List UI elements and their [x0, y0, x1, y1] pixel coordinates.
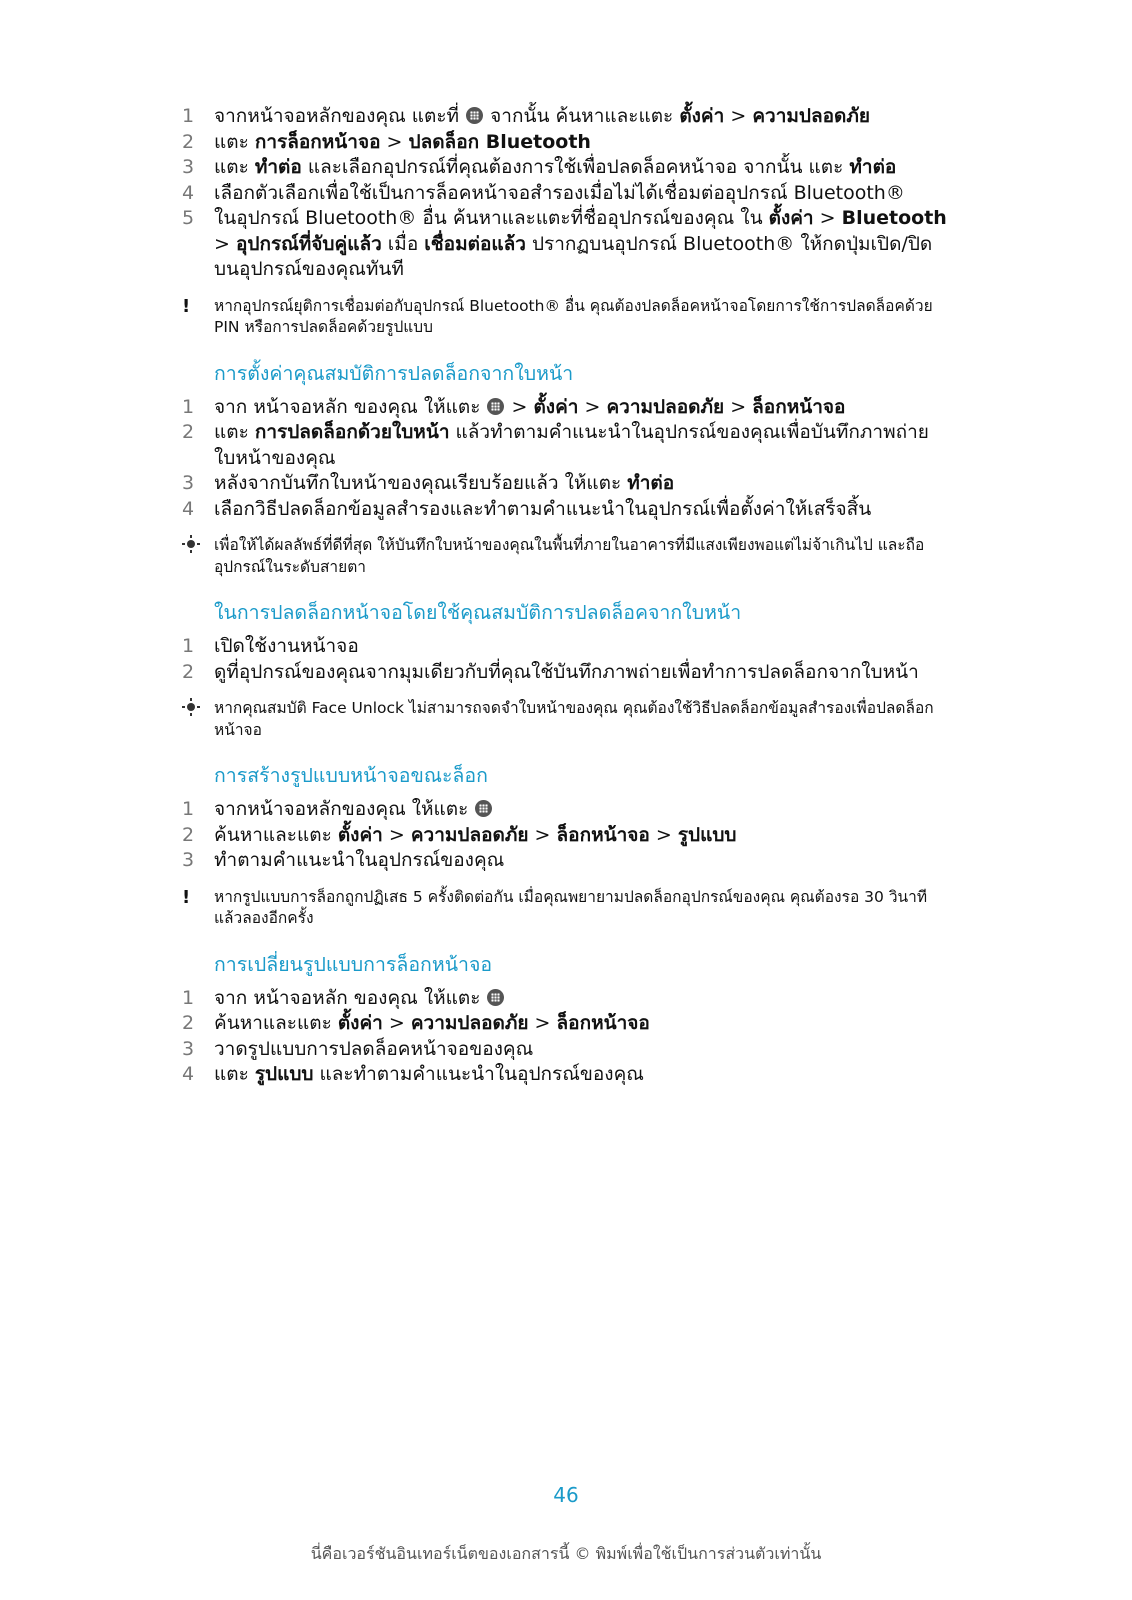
section-change-pattern	[182, 952, 952, 1088]
ui-path-term: ล็อกหน้าจอ	[556, 823, 650, 846]
step-item: 3 หลังจากบันทึกใบหน้าของคุณเรียบร้อยแล้ว ให้แตะ ทำต่อ	[182, 471, 952, 497]
section-heading: การเปลี่ยนรูปแบบการล็อกหน้าจอ	[214, 952, 493, 976]
apps-icon	[487, 398, 504, 415]
section-heading: การสร้างรูปแบบหน้าจอขณะล็อก	[214, 764, 488, 787]
note-text: เพื่อให้ได้ผลลัพธ์ที่ดีที่สุด ให้บันทึกใบหน้าของคุณในพื้นที่ภายในอาคารที่มีแสงเพียงพอแต่ไม่จ้าเกินไป และถืออุปกรณ์ในระดับสายตา	[214, 536, 925, 576]
step-number: 2	[182, 1012, 195, 1034]
step-item: 3 แตะ ทำต่อ และเลือกอุปกรณ์ที่คุณต้องการใช้เพื่อปลดล็อคหน้าจอ จากนั้น แตะ ทำต่อ	[182, 155, 952, 181]
ui-path-term: ล็อกหน้าจอ	[556, 1012, 650, 1034]
step-number: 3	[182, 849, 195, 871]
step-number: 1	[182, 635, 195, 657]
step-item: 2 ดูที่อุปกรณ์ของคุณจากมุมเดียวกับที่คุณใช้บันทึกภาพถ่ายเพื่อทำการปลดล็อกจากใบหน้า	[182, 660, 952, 686]
step-number: 3	[182, 1037, 195, 1060]
step-item: 2 ค้นหาและแตะ ตั้งค่า > ความปลอดภัย > ล็อกหน้าจอ > รูปแบบ	[182, 823, 952, 849]
section-create-pattern	[182, 763, 952, 930]
step-item: 1 เปิดใช้งานหน้าจอ	[182, 634, 952, 660]
step-item: 4 เลือกตัวเลือกเพื่อใช้เป็นการล็อคหน้าจอสำรองเมื่อไม่ได้เชื่อมต่ออุปกรณ์ Bluetooth®	[182, 181, 952, 207]
section-bluetooth-unlock	[182, 104, 952, 339]
step-item: 4 แตะ รูปแบบ และทำตามคำแนะนำในอุปกรณ์ของคุณ	[182, 1062, 952, 1088]
document-body	[182, 104, 952, 1088]
tip-note	[182, 698, 952, 741]
ui-path-term: ทำต่อ	[627, 472, 675, 494]
step-number: 1	[182, 105, 195, 127]
ui-path-term: ความปลอดภัย	[752, 105, 870, 127]
steps-list	[182, 104, 952, 283]
steps-list	[182, 634, 952, 685]
ui-path-term: ทำต่อ	[849, 156, 897, 178]
step-item: 1 จากหน้าจอหลักของคุณ แตะที่ จากนั้น ค้นหาและแตะ ตั้งค่า > ความปลอดภัย	[182, 104, 952, 130]
ui-path-term: เชื่อมต่อแล้ว	[424, 232, 526, 255]
warning-icon: !	[182, 295, 191, 317]
step-number: 2	[182, 823, 195, 846]
step-item: 1 จาก หน้าจอหลัก ของคุณ ให้แตะ	[182, 986, 952, 1012]
step-item: 2 แตะ การล็อกหน้าจอ > ปลดล็อก Bluetooth	[182, 130, 952, 156]
step-item: 4 เลือกวิธีปลดล็อกข้อมูลสำรองและทำตามคำแนะนำในอุปกรณ์เพื่อตั้งค่าให้เสร็จสิ้น	[182, 497, 952, 523]
ui-path-term: ตั้งค่า	[679, 105, 725, 127]
step-item: 1 จากหน้าจอหลักของคุณ ให้แตะ	[182, 797, 952, 823]
step-number: 2	[182, 660, 195, 683]
apps-icon	[466, 107, 483, 124]
ui-path-term: ปลดล็อก Bluetooth	[408, 130, 591, 153]
tip-icon	[182, 535, 202, 560]
warning-note	[182, 887, 952, 930]
apps-icon	[487, 989, 504, 1006]
step-number: 4	[182, 181, 195, 204]
step-number: 1	[182, 395, 195, 418]
steps-list	[182, 986, 952, 1088]
page-number: 46	[553, 1483, 579, 1507]
ui-path-term: Bluetooth	[841, 207, 947, 229]
ui-path-term: ตั้งค่า	[533, 395, 579, 418]
step-number: 2	[182, 421, 195, 443]
step-number: 4	[182, 1063, 195, 1085]
step-item: 3 วาดรูปแบบการปลดล็อคหน้าจอของคุณ	[182, 1037, 952, 1063]
footer-text: นี่คือเวอร์ชันอินเทอร์เน็ตของเอกสารนี้ © พิมพ์เพื่อใช้เป็นการส่วนตัวเท่านั้น	[310, 1544, 822, 1563]
step-item: 2 แตะ การปลดล็อกด้วยใบหน้า แล้วทำตามคำแนะนำในอุปกรณ์ของคุณเพื่อบันทึกภาพถ่ายใบหน้าของคุณ	[182, 421, 929, 469]
tip-note	[182, 535, 952, 578]
ui-path-term: การปลดล็อกด้วยใบหน้า	[254, 421, 450, 443]
apps-icon	[475, 800, 492, 817]
warning-icon: !	[182, 886, 191, 908]
step-number: 2	[182, 130, 195, 153]
ui-path-term: ตั้งค่า	[337, 1012, 383, 1034]
note-text: หากรูปแบบการล็อกถูกปฏิเสธ 5 ครั้งติดต่อกัน เมื่อคุณพยายามปลดล็อกอุปกรณ์ของคุณ คุณต้องรอ 30 วินาทีแล้วลองอีกครั้ง	[214, 887, 928, 927]
ui-path-term: ตั้งค่า	[337, 823, 383, 846]
note-text: หากคุณสมบัติ Face Unlock ไม่สามารถจดจำใบหน้าของคุณ คุณต้องใช้วิธีปลดล็อกข้อมูลสำรองเพื่อปลดล็อกหน้าจอ	[214, 699, 934, 739]
tip-icon	[182, 698, 202, 723]
note-text: หากอุปกรณ์ยุติการเชื่อมต่อกับอุปกรณ์ Bluetooth® อื่น คุณต้องปลดล็อคหน้าจอโดยการใช้การปลดล็อคด้วย PIN หรือการปลดล็อคด้วยรูปแบบ	[214, 296, 933, 336]
section-heading: ในการปลดล็อกหน้าจอโดยใช้คุณสมบัติการปลดล็อคจากใบหน้า	[214, 601, 742, 624]
step-item: 5 ในอุปกรณ์ Bluetooth® อื่น ค้นหาและแตะที่ชื่ออุปกรณ์ของคุณ ใน ตั้งค่า > Bluetooth > อุปกรณ์ที่จับคู่แล้ว เมื่อ เชื่อมต่อแล้ว ปรากฏบนอุปกรณ์ Bluetooth® ให้กดปุ่มเปิด/ปิดบนอุปกรณ์ของคุณทันที	[182, 207, 947, 280]
ui-path-term: อุปกรณ์ที่จับคู่แล้ว	[235, 232, 382, 255]
step-number: 1	[182, 986, 195, 1009]
section-heading: การตั้งค่าคุณสมบัติการปลดล็อกจากใบหน้า	[214, 361, 574, 385]
ui-path-term: ทำต่อ	[254, 156, 302, 178]
step-item: 1 จาก หน้าจอหลัก ของคุณ ให้แตะ > ตั้งค่า > ความปลอดภัย > ล็อกหน้าจอ	[182, 395, 952, 421]
ui-path-term: ความปลอดภัย	[606, 395, 725, 418]
ui-path-term: ตั้งค่า	[768, 207, 814, 229]
ui-path-term: ความปลอดภัย	[410, 823, 529, 846]
section-face-unlock-setup	[182, 361, 952, 579]
ui-path-term: ล็อกหน้าจอ	[752, 395, 846, 418]
step-item: 3 ทำตามคำแนะนำในอุปกรณ์ของคุณ	[182, 848, 952, 874]
ui-path-term: รูปแบบ	[254, 1063, 314, 1085]
step-number: 3	[182, 472, 195, 494]
step-number: 1	[182, 798, 195, 820]
step-number: 3	[182, 156, 195, 178]
ui-path-term: การล็อกหน้าจอ	[254, 130, 381, 153]
steps-list	[182, 395, 952, 523]
step-item: 2 ค้นหาและแตะ ตั้งค่า > ความปลอดภัย > ล็อกหน้าจอ	[182, 1011, 952, 1037]
section-face-unlock-use	[182, 600, 952, 741]
step-number: 5	[182, 207, 195, 229]
steps-list	[182, 797, 952, 874]
ui-path-term: ความปลอดภัย	[410, 1012, 529, 1034]
step-number: 4	[182, 497, 195, 520]
warning-note	[182, 296, 952, 339]
ui-path-term: รูปแบบ	[677, 823, 737, 846]
